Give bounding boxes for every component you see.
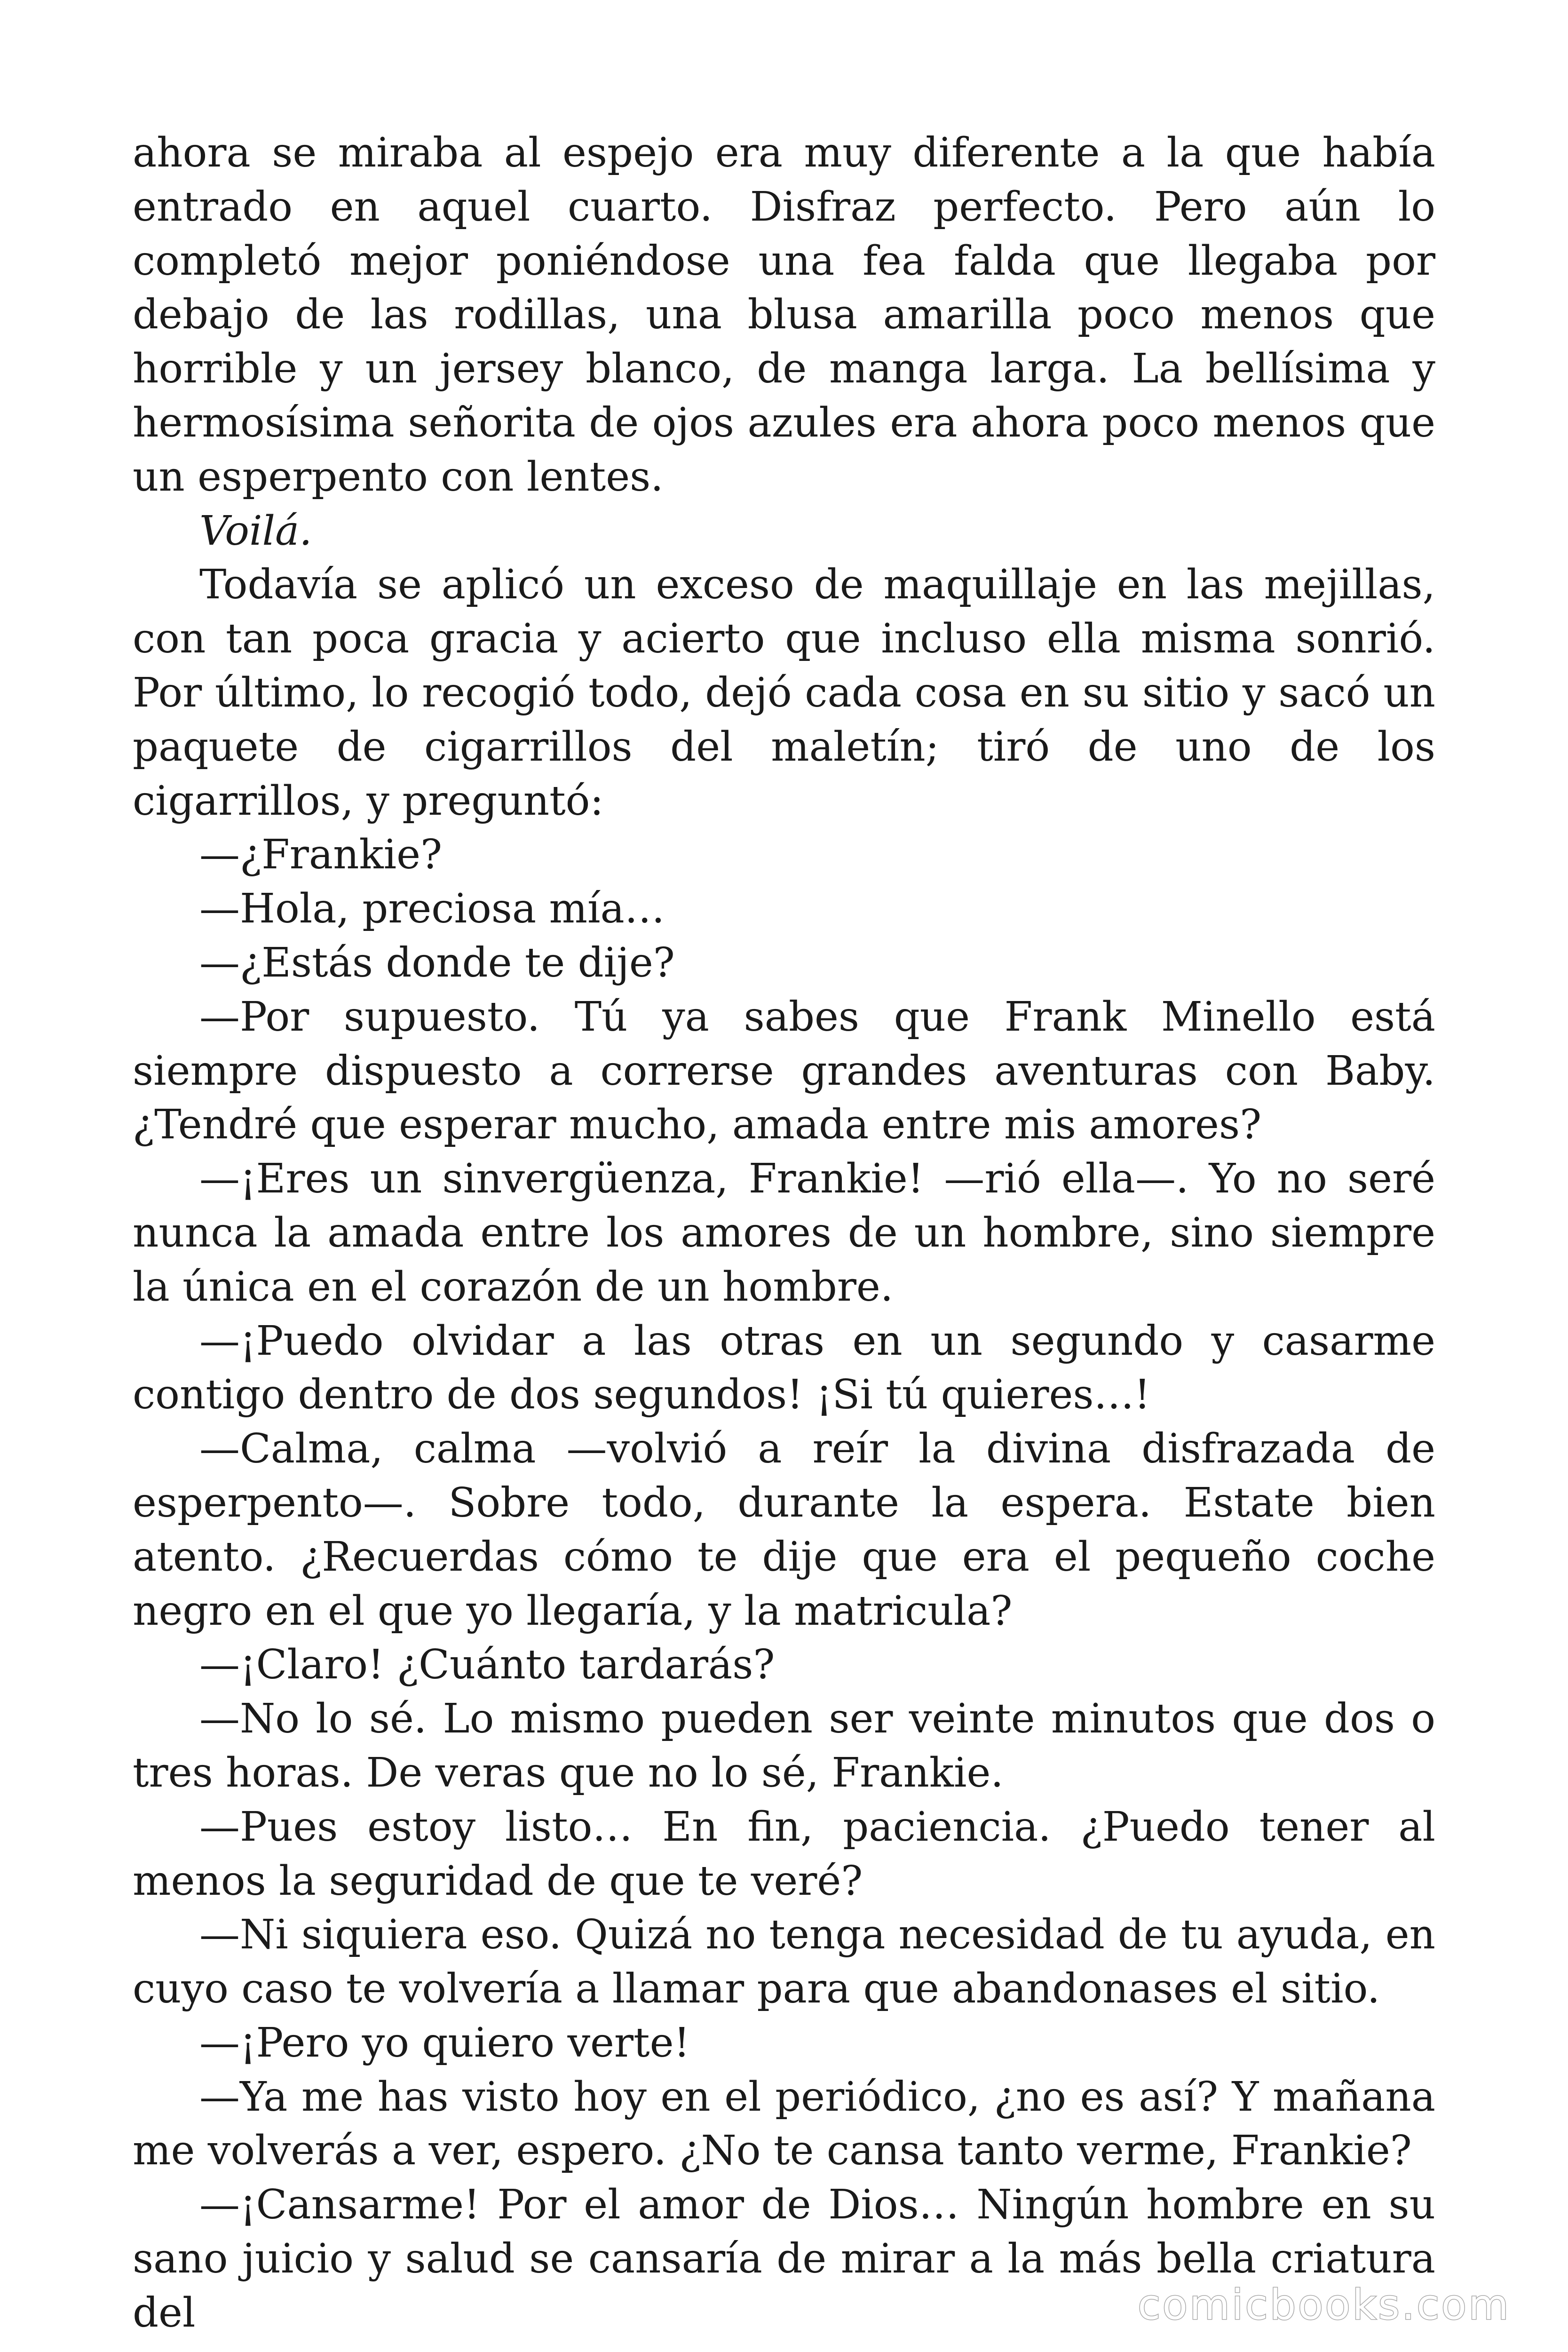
dialogue-line: —¿Estás donde te dije? [199,939,675,986]
dialogue-line: —¡Cansarme! Por el amor de Dios… Ningún hombre en su sano juicio y salud se cansaría de mirar a la más bella criatura del [133,2181,1435,2336]
paragraph-voila [133,504,1435,558]
dialogue-line: —Ni siquiera eso. Quizá no tenga necesidad de tu ayuda, en cuyo caso te volvería a llamar para que abandonases el sitio. [133,1911,1435,2013]
dialogue-line: —Por supuesto. Tú ya sabes que Frank Minello está siempre dispuesto a correrse grandes aventuras con Baby. ¿Tendré que esperar mucho, amada entre mis amores? [133,993,1435,1149]
dialogue-line: —Calma, calma —volvió a reír la divina disfrazada de esperpento—. Sobre todo, durante la espera. Estate bien atento. ¿Recuerdas cómo te dije que era el pequeño coche negro en el que yo llegaría, y la matricula? [133,1425,1435,1635]
dialogue-line: —¡Pero yo quiero verte! [199,2019,690,2066]
dialogue-line: —¿Frankie? [199,831,443,879]
dialogue-line: —¡Eres un sinvergüenza, Frankie! —rió ella—. Yo no seré nunca la amada entre los amores de un hombre, sino siempre la única en el corazón de un hombre. [133,1155,1435,1311]
watermark-logo: comicbooks.com [1137,2280,1511,2329]
dialogue-line: —No lo sé. Lo mismo pueden ser veinte minutos que dos o tres horas. De veras que no lo sé, Frankie. [133,1695,1435,1796]
italic-text: Voilá. [199,507,312,555]
paragraph-continuation: ahora se miraba al espejo era muy diferente a la que había entrado en aquel cuarto. Disfraz perfecto. Pero aún lo completó mejor poniéndose una fea falda que llegaba por debajo de las rodillas, una blusa amarilla poco menos que horrible y un jersey blanco, de manga larga. La bellísima y hermosísima señorita de ojos azules era ahora poco menos que un esperpento con lentes. [133,129,1435,501]
dialogue-line: —Ya me has visto hoy en el periódico, ¿no es así? Y mañana me volverás a ver, espero. ¿No te cansa tanto verme, Frankie? [133,2073,1435,2175]
dialogue-line: —Pues estoy listo… En fin, paciencia. ¿Puedo tener al menos la seguridad de que te veré? [133,1803,1435,1905]
dialogue-line: —¡Puedo olvidar a las otras en un segundo y casarme contigo dentro de dos segundos! ¡Si tú quieres…! [133,1317,1435,1419]
dialogue-line: —Hola, preciosa mía… [199,885,665,933]
paragraph-narration: Todavía se aplicó un exceso de maquillaje en las mejillas, con tan poca gracia y acierto que incluso ella misma sonrió. Por último, lo recogió todo, dejó cada cosa en su sitio y sacó un paquete de cigarrillos del maletín; tiró de uno de los cigarrillos, y preguntó: [133,561,1435,825]
dialogue-line: —¡Claro! ¿Cuánto tardarás? [199,1641,775,1689]
